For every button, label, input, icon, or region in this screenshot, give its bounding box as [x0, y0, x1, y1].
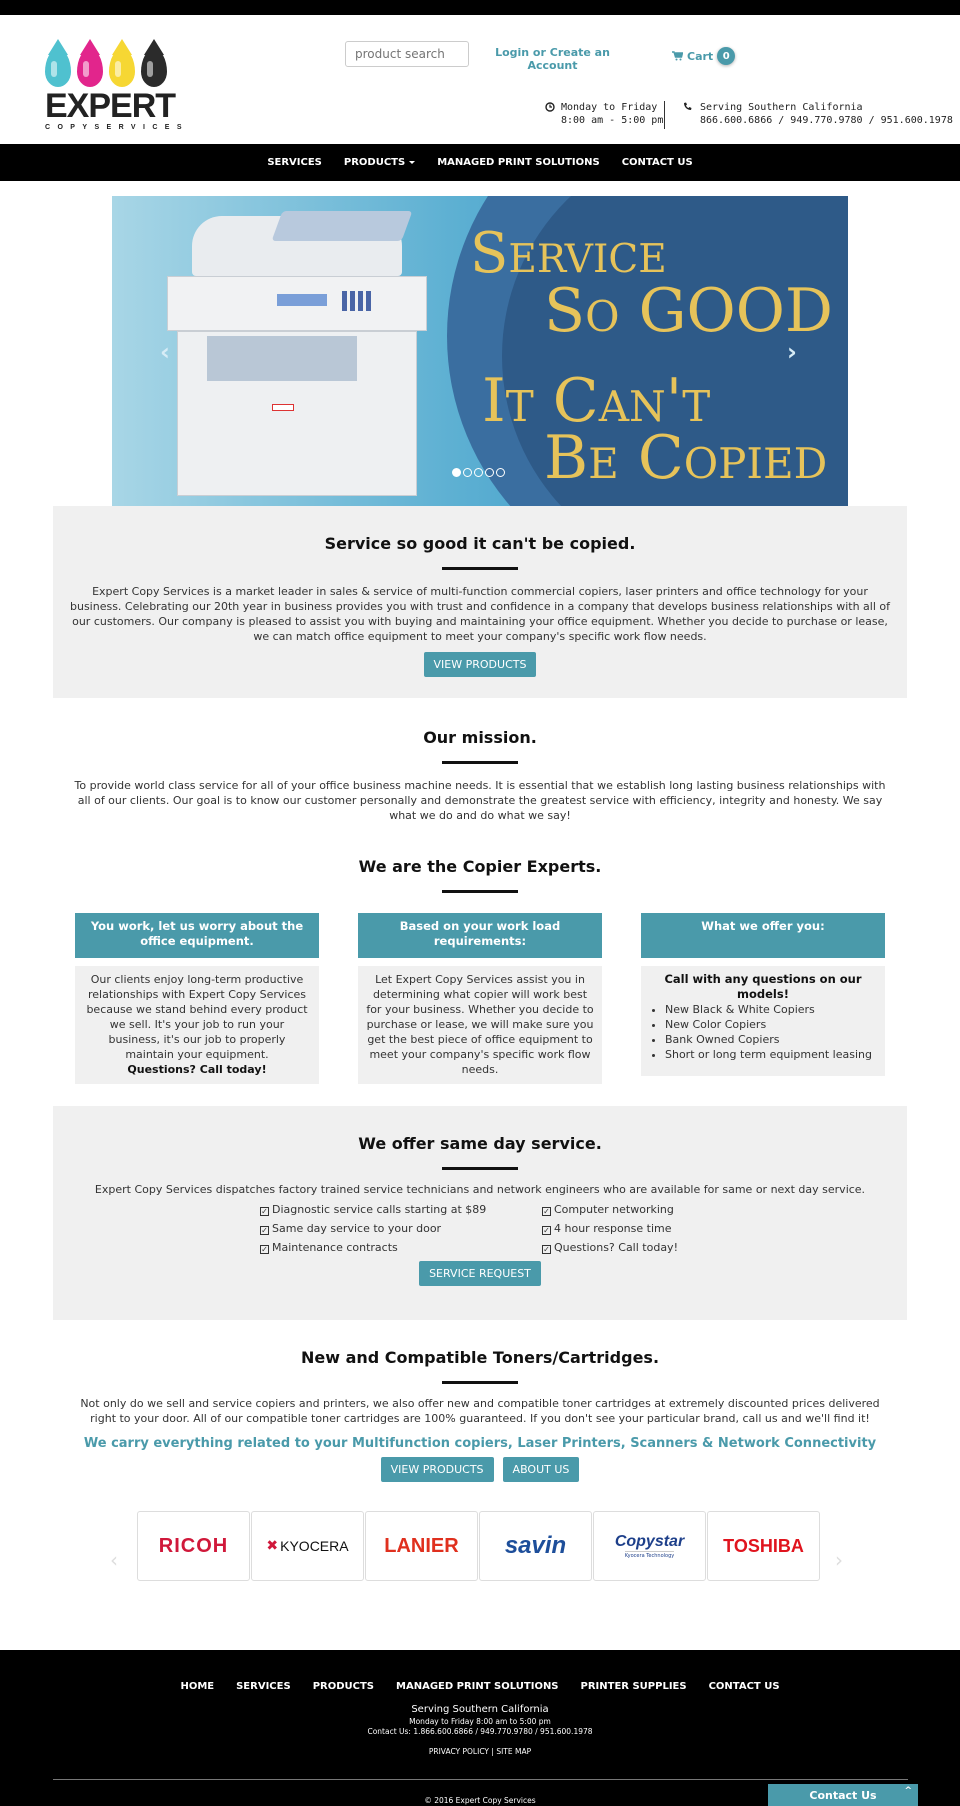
- list-item: • Bank Owned Copiers: [665, 1032, 877, 1047]
- site-map-link[interactable]: SITE MAP: [496, 1747, 532, 1756]
- experts-title: We are the Copier Experts.: [358, 857, 602, 876]
- nav-products-label: PRODUCTS: [343, 157, 406, 168]
- check-label: Questions? Call today!: [554, 1241, 678, 1254]
- intro-section: [53, 506, 907, 698]
- contact-phones: [683, 101, 953, 127]
- brand-logo: Copystar: [614, 1533, 685, 1550]
- same-day-section: [53, 1106, 907, 1320]
- logo-wordmark: EXPERT: [45, 87, 176, 125]
- cart-icon: [672, 51, 683, 61]
- phone-icon: [683, 102, 692, 111]
- footer-link-printer-supplies[interactable]: PRINTER SUPPLIES: [580, 1681, 687, 1692]
- check-item: [542, 1241, 722, 1254]
- chevron-up-icon: ^: [904, 1786, 912, 1796]
- magenta-drop-icon: [77, 49, 103, 87]
- carousel-next-icon[interactable]: ›: [787, 338, 797, 366]
- logo-subtitle: COPYSERVICES: [45, 124, 189, 131]
- copier-image: [167, 206, 437, 496]
- check-square-icon: ✓: [261, 1245, 268, 1254]
- column-heading: What we offer you:: [641, 913, 885, 958]
- check-square-icon: ✓: [543, 1226, 550, 1235]
- same-day-body: Expert Copy Services dispatches factory trained service technicians and network engineers who are available for same or next day service.: [94, 1183, 866, 1196]
- ink-drops: [45, 49, 175, 87]
- hero-line-2: So GOOD: [544, 276, 834, 346]
- check-square-icon: ✓: [543, 1245, 550, 1254]
- hours-days: Monday to Friday: [561, 102, 658, 113]
- brand-logo: RICOH: [158, 1534, 229, 1557]
- hero-carousel: [0, 196, 960, 506]
- carousel-prev-icon[interactable]: ‹: [160, 338, 170, 366]
- same-day-title: We offer same day service.: [358, 1134, 602, 1153]
- nav-managed-print[interactable]: MANAGED PRINT SOLUTIONS: [437, 157, 600, 168]
- column-heading: You work, let us worry about the office equipment.: [75, 913, 319, 958]
- footer-hours: Monday to Friday 8:00 am to 5:00 pm: [409, 1717, 551, 1726]
- footer-link-products[interactable]: PRODUCTS: [312, 1681, 375, 1692]
- copier-screen: [277, 294, 327, 306]
- brand-logo: LANIER: [384, 1534, 459, 1557]
- site-footer: [0, 1650, 960, 1806]
- list-item: • Short or long term equipment leasing: [665, 1047, 877, 1062]
- toners-tagline: We carry everything related to your Multifunction copiers, Laser Printers, Scanners & Network Connectivity: [83, 1436, 877, 1451]
- footer-legal: [0, 1747, 960, 1756]
- carousel-indicators: [452, 468, 505, 477]
- contact-us-tab[interactable]: [768, 1784, 918, 1806]
- check-label: 4 hour response time: [554, 1222, 672, 1235]
- check-item: [260, 1222, 542, 1235]
- column-heading: Based on your work load requirements:: [358, 913, 602, 958]
- check-label: Diagnostic service calls starting at $89: [272, 1203, 487, 1216]
- view-products-button-2[interactable]: VIEW PRODUCTS: [381, 1457, 494, 1482]
- list-item: • New Black & White Copiers: [665, 1002, 877, 1017]
- brand-carousel: [137, 1511, 820, 1581]
- title-rule: [442, 890, 518, 893]
- clock-icon: [545, 102, 555, 112]
- column-body: [641, 966, 885, 1076]
- brands-prev-icon[interactable]: ‹: [110, 1548, 118, 1572]
- check-label: Maintenance contracts: [272, 1241, 398, 1254]
- intro-title: Service so good it can't be copied.: [324, 534, 636, 553]
- experts-columns: [75, 913, 885, 1084]
- main-nav: [0, 144, 960, 181]
- brand-logo: TOSHIBA: [723, 1535, 804, 1556]
- nav-contact[interactable]: CONTACT US: [621, 157, 693, 168]
- footer-nav: [0, 1681, 960, 1692]
- brands-next-icon[interactable]: ›: [835, 1548, 843, 1572]
- brand-sub: Kyocera Technology: [624, 1553, 675, 1559]
- nav-products[interactable]: [333, 157, 426, 168]
- column-cta: Questions? Call today!: [127, 1063, 267, 1076]
- carousel-dot[interactable]: [474, 468, 483, 477]
- title-rule: [442, 1381, 518, 1384]
- brand-logo: savin: [504, 1532, 567, 1559]
- experts-column: [641, 913, 885, 1084]
- footer-link-services[interactable]: SERVICES: [236, 1681, 291, 1692]
- column-text: Our clients enjoy long-term productive relationships with Expert Copy Services because we stand behind every product we sell. It's your job to run your business, it's our job to properly maintain your equipment.: [86, 973, 308, 1061]
- footer-link-contact[interactable]: CONTACT US: [708, 1681, 780, 1692]
- hero-slide: [112, 196, 848, 506]
- brand-copystar[interactable]: [593, 1511, 706, 1581]
- check-item: [260, 1241, 542, 1254]
- privacy-policy-link[interactable]: PRIVACY POLICY: [428, 1747, 490, 1756]
- copier-badge: [272, 404, 294, 411]
- column-cta: Call with any questions on our models!: [664, 972, 862, 1001]
- view-products-button[interactable]: VIEW PRODUCTS: [424, 652, 537, 677]
- brand-lanier[interactable]: [365, 1511, 478, 1581]
- check-item: [542, 1203, 722, 1216]
- toners-body: Not only do we sell and service copiers and printers, we also offer new and compatible toner cartridges at extremely discounted prices delivered right to your door. All of our compatible toner cartridges are 100% guaranteed. If you don't see your particular brand, call us and we'll find it!: [80, 1397, 880, 1425]
- service-checklist: [260, 1203, 907, 1254]
- check-item: [542, 1222, 722, 1235]
- list-item: • New Color Copiers: [665, 1017, 877, 1032]
- yellow-drop-icon: [109, 49, 135, 87]
- footer-contact: Contact Us: 1.866.600.6866 / 949.770.9780 / 951.600.1978: [367, 1727, 593, 1736]
- caret-down-icon: [409, 161, 415, 164]
- cyan-drop-icon: [45, 49, 71, 87]
- brand-toshiba[interactable]: [707, 1511, 820, 1581]
- experts-column: [75, 913, 319, 1084]
- logo[interactable]: [45, 37, 189, 142]
- black-drop-icon: [141, 49, 167, 87]
- experts-column: [358, 913, 602, 1084]
- check-square-icon: ✓: [261, 1226, 268, 1235]
- title-rule: [442, 761, 518, 764]
- hero-line-1: Service: [470, 221, 667, 286]
- hours-time: 8:00 am - 5:00 pm: [561, 115, 664, 126]
- intro-body: Expert Copy Services is a market leader in sales & service of multi-function commercial copiers, laser printers and office technology for your business. Celebrating our 20th year in business provides you with trust and confidence in a company that develops business relationships with all of our customers. Our company is pleased to assist you with buying and maintaining your office equipment. Whether you decide to purchase or lease, we can match office equipment to meet your company's specific work flow needs.: [69, 585, 891, 643]
- mission-body: To provide world class service for all of your office business machine needs. It is essential that we establish long lasting business relationships with all of our clients. Our goal is to know our customer personally and demonstrate the greatest service with efficiency, integrity and honesty. We say what we do and do what we say!: [74, 779, 886, 822]
- footer-link-home[interactable]: HOME: [180, 1681, 215, 1692]
- copier-keys: [342, 291, 374, 311]
- brand-logo: KYOCERA: [280, 1538, 349, 1554]
- copyright: © 2016 Expert Copy Services: [424, 1796, 536, 1805]
- footer-link-managed-print[interactable]: MANAGED PRINT SOLUTIONS: [396, 1681, 559, 1692]
- experts-section: [53, 823, 907, 893]
- toners-section: [53, 1348, 907, 1482]
- about-us-button[interactable]: ABOUT US: [503, 1457, 580, 1482]
- hero-line-4: Be Copied: [544, 423, 828, 493]
- cart-button[interactable]: [672, 47, 735, 65]
- nav-services[interactable]: SERVICES: [267, 157, 322, 168]
- cart-label: Cart: [687, 49, 714, 63]
- toners-title: New and Compatible Toners/Cartridges.: [300, 1348, 660, 1367]
- copier-output: [207, 336, 357, 381]
- column-body: Let Expert Copy Services assist you in determining what copier will work best for your business. Whether you decide to purchase or lease, we will make sure you get the best piece of office equipment to meet your company's specific work flow needs.: [358, 966, 602, 1084]
- check-label: Computer networking: [554, 1203, 674, 1216]
- cart-count-badge: 0: [717, 47, 735, 65]
- carousel-dot[interactable]: [452, 468, 461, 477]
- copier-tray: [272, 211, 413, 241]
- service-request-button[interactable]: SERVICE REQUEST: [419, 1261, 541, 1286]
- check-item: [260, 1203, 542, 1216]
- footer-serving: Serving Southern California: [411, 1704, 549, 1715]
- mission-title: Our mission.: [423, 728, 537, 747]
- title-rule: [442, 1167, 518, 1170]
- business-hours: [545, 101, 663, 127]
- kyocera-mark-icon: ✖: [266, 1538, 279, 1554]
- contact-tab-label: Contact Us: [809, 1788, 877, 1802]
- product-search-input[interactable]: [345, 41, 469, 67]
- legal-divider: |: [491, 1747, 494, 1756]
- mission-section: [53, 698, 907, 823]
- top-bar: [0, 0, 960, 15]
- offer-list: [649, 1002, 877, 1062]
- check-label: Same day service to your door: [272, 1222, 442, 1235]
- title-rule: [442, 567, 518, 570]
- carousel-dot[interactable]: [496, 468, 505, 477]
- check-square-icon: ✓: [543, 1207, 550, 1216]
- check-square-icon: ✓: [261, 1207, 268, 1216]
- header-divider: [664, 101, 665, 129]
- carousel-dot[interactable]: [485, 468, 494, 477]
- phone-numbers: 866.600.6866 / 949.770.9780 / 951.600.1978: [700, 115, 953, 126]
- footer-rule: [53, 1779, 908, 1780]
- brand-savin[interactable]: [479, 1511, 592, 1581]
- carousel-dot[interactable]: [463, 468, 472, 477]
- hero-line-3: It Can't: [482, 366, 711, 436]
- column-body: [75, 966, 319, 1084]
- brand-ricoh[interactable]: [137, 1511, 250, 1581]
- service-area: Serving Southern California: [700, 102, 863, 113]
- login-link[interactable]: Login or Create an Account: [495, 46, 610, 72]
- site-header: [0, 15, 960, 144]
- brand-kyocera[interactable]: [251, 1511, 364, 1581]
